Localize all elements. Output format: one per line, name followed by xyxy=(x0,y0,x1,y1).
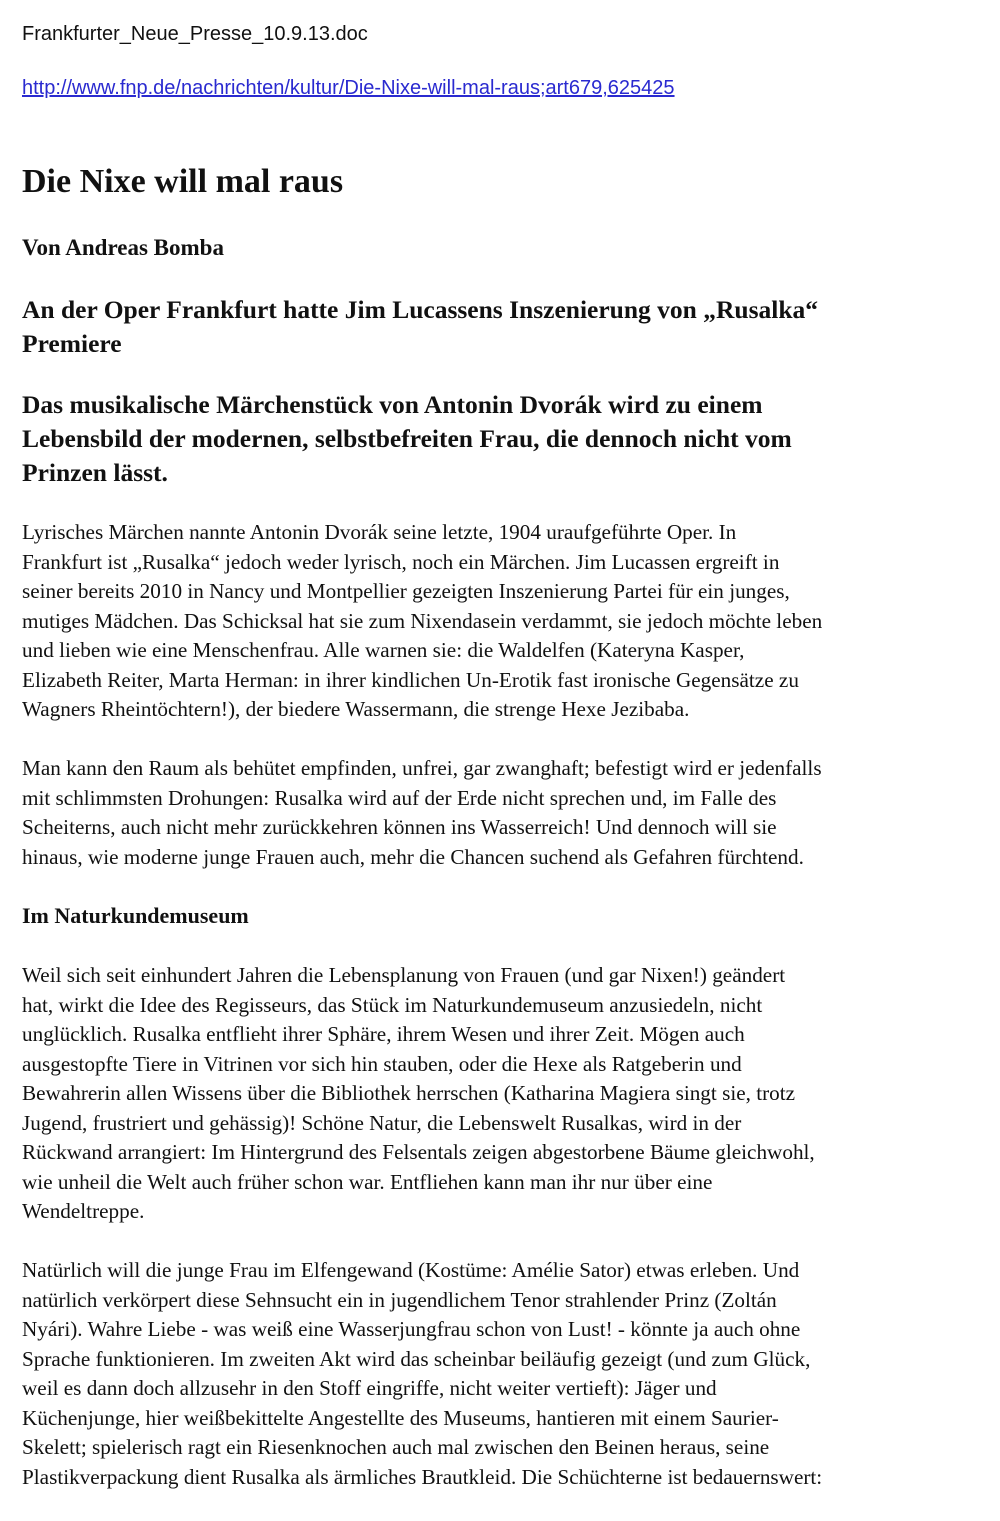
lead-line: Das musikalische Märchenstück von Antonin Dvorák wird zu einem xyxy=(22,390,763,419)
paragraph-line: Küchenjunge, hier weißbekittelte Angestellte des Museums, hantieren mit einem Saurier- xyxy=(22,1405,779,1430)
subtitle-line: Premiere xyxy=(22,329,122,358)
paragraph-line: seiner bereits 2010 in Nancy und Montpellier gezeigten Inszenierung Partei für ein junges, xyxy=(22,579,790,603)
body-paragraph-4 xyxy=(22,1256,822,1492)
lead-line: Prinzen lässt. xyxy=(22,458,168,487)
paragraph-line: hinaus, wie moderne junge Frauen auch, mehr die Chancen suchend als Gefahren fürchtend. xyxy=(22,844,804,869)
paragraph-line: Rückwand arrangiert: Im Hintergrund des Felsentals zeigen abgestorbene Bäume gleichwohl, xyxy=(22,1140,815,1164)
paragraph-line: natürlich verkörpert diese Sehnsucht ein in jugendlichem Tenor strahlender Prinz (Zoltán xyxy=(22,1287,777,1312)
paragraph-line: Wendeltreppe. xyxy=(22,1199,145,1223)
paragraph-line: Man kann den Raum als behütet empfinden, unfrei, gar zwanghaft; befestigt wird er jedenfalls xyxy=(22,756,822,780)
section-heading: Im Naturkundemuseum xyxy=(22,903,249,928)
paragraph-line: Sprache funktionieren. Im zweiten Akt wird das scheinbar beiläufig gezeigt (und zum Glück, xyxy=(22,1346,811,1371)
paragraph-line: weil es dann doch allzusehr in den Stoff eingriffe, nicht weiter vertieft): Jäger und xyxy=(22,1376,717,1400)
paragraph-line: Bewahrerin allen Wissens über die Bibliothek herrschen (Katharina Magiera singt sie, trotz xyxy=(22,1081,796,1105)
article-lead xyxy=(22,388,792,490)
paragraph-line: wie unheil die Welt auch früher schon war. Entfliehen kann man ihr nur über eine xyxy=(22,1169,713,1194)
paragraph-line: Wagners Rheintöchtern!), der biedere Wassermann, die strenge Hexe Jezibaba. xyxy=(22,697,690,721)
document-filename: Frankfurter_Neue_Presse_10.9.13.doc xyxy=(22,23,368,45)
body-paragraph-2 xyxy=(22,754,822,872)
article-author: Von Andreas Bomba xyxy=(22,235,224,260)
paragraph-line: Frankfurt ist „Rusalka“ jedoch weder lyrisch, noch ein Märchen. Jim Lucassen ergreift in xyxy=(22,549,780,574)
paragraph-line: ausgestopfte Tiere in Vitrinen vor sich hin stauben, oder die Hexe als Ratgeberin und xyxy=(22,1051,742,1076)
article-subtitle xyxy=(22,293,818,361)
paragraph-line: Plastikverpackung dient Rusalka als ärmliches Brautkleid. Die Schüchterne ist bedauernswert: xyxy=(22,1464,823,1489)
source-url-link[interactable]: http://www.fnp.de/nachrichten/kultur/Die-Nixe-will-mal-raus;art679,625425 xyxy=(22,77,675,99)
body-paragraph-3 xyxy=(22,961,815,1227)
paragraph-line: Weil sich seit einhundert Jahren die Lebensplanung von Frauen (und gar Nixen!) geändert xyxy=(22,963,786,987)
paragraph-line: Jugend, frustriert und gehässig)! Schöne Natur, die Lebenswelt Rusalkas, wird in der xyxy=(22,1110,742,1135)
paragraph-line: Natürlich will die junge Frau im Elfengewand (Kostüme: Amélie Sator) etwas erleben. Und xyxy=(22,1258,800,1282)
paragraph-line: Lyrisches Märchen nannte Antonin Dvorák seine letzte, 1904 uraufgeführte Oper. In xyxy=(22,520,737,544)
lead-line: Lebensbild der modernen, selbstbefreiten Frau, die dennoch nicht vom xyxy=(22,424,792,453)
paragraph-line: hat, wirkt die Idee des Regisseurs, das Stück im Naturkundemuseum anzusiedeln, nicht xyxy=(22,992,763,1017)
paragraph-line: mutiges Mädchen. Das Schicksal hat sie zum Nixendasein verdammt, sie jedoch möchte leben xyxy=(22,608,823,633)
paragraph-line: unglücklich. Rusalka entflieht ihrer Sphäre, ihrem Wesen und ihrer Zeit. Mögen auch xyxy=(22,1022,745,1046)
paragraph-line: mit schlimmsten Drohungen: Rusalka wird auf der Erde nicht sprechen und, im Falle des xyxy=(22,785,777,810)
paragraph-line: und lieben wie eine Menschenfrau. Alle warnen sie: die Waldelfen (Kateryna Kasper, xyxy=(22,638,745,662)
paragraph-line: Skelett; spielerisch ragt ein Riesenknochen auch mal zwischen den Beinen heraus, seine xyxy=(22,1435,770,1459)
paragraph-line: Elizabeth Reiter, Marta Herman: in ihrer kindlichen Un-Erotik fast ironische Gegensätze zu xyxy=(22,667,799,692)
paragraph-line: Scheiterns, auch nicht mehr zurückkehren können ins Wasserreich! Und dennoch will sie xyxy=(22,815,777,839)
paragraph-line: Nyári). Wahre Liebe - was weiß eine Wasserjungfrau schon von Lust! - könnte ja auch ohne xyxy=(22,1317,801,1341)
body-paragraph-1 xyxy=(22,518,822,725)
subtitle-line: An der Oper Frankfurt hatte Jim Lucassens Inszenierung von „Rusalka“ xyxy=(22,295,819,324)
article-title: Die Nixe will mal raus xyxy=(22,163,344,200)
